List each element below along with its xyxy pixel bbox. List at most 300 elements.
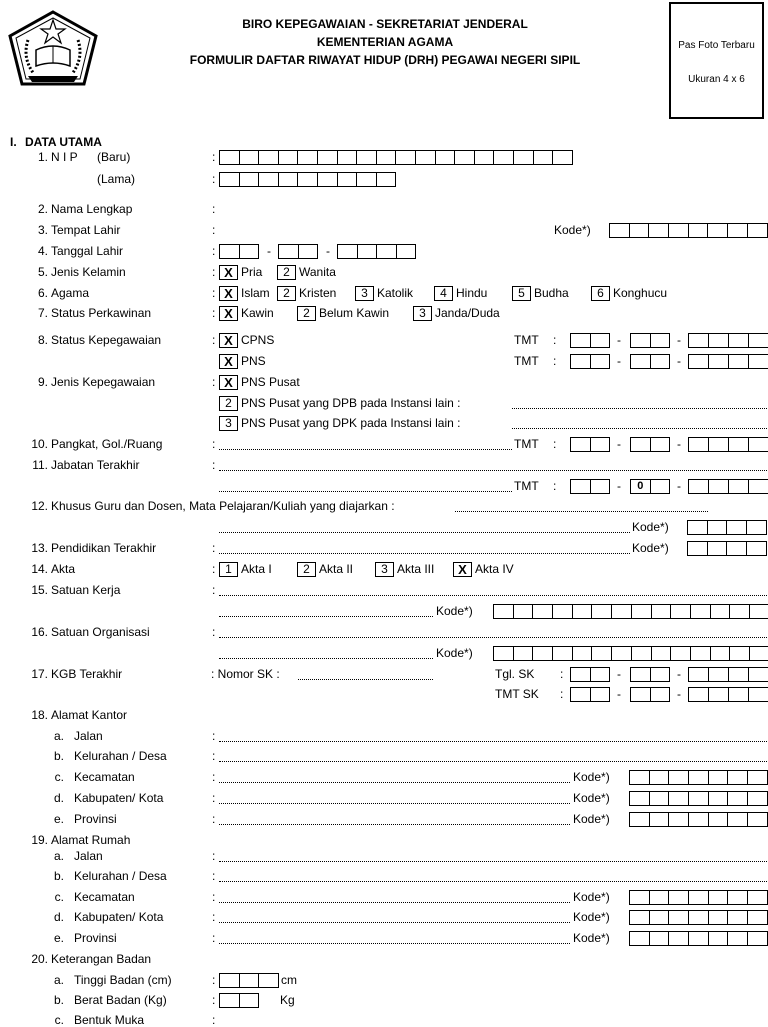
tmt-date-month[interactable] bbox=[630, 333, 670, 348]
input-cell[interactable] bbox=[749, 688, 768, 701]
input-cell[interactable] bbox=[689, 334, 709, 347]
colon: : bbox=[212, 869, 216, 883]
input-cell[interactable] bbox=[748, 792, 767, 805]
status-pns-checkbox[interactable]: X bbox=[219, 354, 238, 369]
agama-option-checkbox[interactable]: X bbox=[219, 286, 238, 301]
input-cell[interactable] bbox=[416, 151, 436, 164]
tmt-date-month[interactable] bbox=[630, 479, 670, 494]
input-cell[interactable] bbox=[571, 355, 591, 368]
input-cell[interactable] bbox=[689, 668, 709, 681]
input-cell[interactable] bbox=[709, 771, 729, 784]
dotted-input-line[interactable] bbox=[219, 761, 767, 762]
input-cell[interactable] bbox=[571, 480, 591, 493]
input-cell[interactable] bbox=[728, 891, 748, 904]
sub-letter: e. bbox=[53, 931, 64, 945]
input-cell[interactable] bbox=[338, 173, 358, 186]
input-cell[interactable] bbox=[729, 480, 749, 493]
sub-letter: d. bbox=[53, 910, 64, 924]
input-cell[interactable] bbox=[630, 932, 650, 945]
kode-input[interactable] bbox=[493, 646, 768, 661]
tmt-sk-day[interactable] bbox=[570, 687, 610, 702]
dotted-input-line[interactable] bbox=[219, 861, 767, 862]
input-cell[interactable] bbox=[747, 542, 766, 555]
input-cell[interactable] bbox=[591, 334, 610, 347]
input-cell[interactable] bbox=[651, 668, 670, 681]
input-cell[interactable] bbox=[669, 911, 689, 924]
input-cell[interactable] bbox=[240, 173, 260, 186]
input-cell[interactable] bbox=[630, 891, 650, 904]
input-cell[interactable] bbox=[652, 647, 672, 660]
input-cell[interactable] bbox=[220, 994, 240, 1007]
dotted-input-line[interactable] bbox=[219, 595, 767, 596]
input-cell[interactable] bbox=[571, 438, 591, 451]
input-cell[interactable] bbox=[708, 542, 728, 555]
input-cell[interactable] bbox=[669, 813, 689, 826]
sub-letter: c. bbox=[54, 770, 64, 784]
input-cell[interactable] bbox=[689, 480, 709, 493]
perkawinan-option-label: Janda/Duda bbox=[435, 306, 500, 320]
status-cpns-checkbox[interactable]: X bbox=[219, 333, 238, 348]
field-label: Alamat Kantor bbox=[51, 708, 128, 722]
input-cell[interactable] bbox=[669, 932, 689, 945]
input-cell[interactable] bbox=[729, 688, 749, 701]
input-cell[interactable] bbox=[220, 245, 240, 258]
input-cell[interactable] bbox=[711, 647, 731, 660]
dash: - bbox=[677, 667, 681, 681]
input-cell[interactable] bbox=[436, 151, 456, 164]
input-cell[interactable] bbox=[730, 647, 750, 660]
input-cell[interactable] bbox=[727, 521, 747, 534]
input-cell[interactable] bbox=[650, 813, 670, 826]
input-cell[interactable] bbox=[377, 245, 397, 258]
input-cell[interactable] bbox=[650, 792, 670, 805]
colon: : bbox=[212, 244, 216, 258]
input-cell[interactable] bbox=[338, 245, 358, 258]
input-cell[interactable] bbox=[728, 224, 748, 237]
perkawinan-option-checkbox[interactable]: 3 bbox=[413, 306, 432, 321]
input-cell[interactable] bbox=[689, 792, 709, 805]
input-cell[interactable] bbox=[749, 438, 768, 451]
agama-option-checkbox[interactable]: 6 bbox=[591, 286, 610, 301]
tmt-date-day[interactable] bbox=[570, 479, 610, 494]
input-cell[interactable] bbox=[708, 521, 728, 534]
input-cell[interactable] bbox=[709, 480, 729, 493]
input-cell[interactable] bbox=[728, 911, 748, 924]
input-cell[interactable] bbox=[691, 605, 711, 618]
sub-label: Kabupaten/ Kota bbox=[74, 910, 164, 924]
tinggi-badan-input[interactable] bbox=[219, 973, 279, 988]
nomor-sk-input[interactable] bbox=[298, 679, 433, 680]
tmt-date-month[interactable] bbox=[630, 437, 670, 452]
field-label: Jabatan Terakhir bbox=[51, 458, 140, 472]
input-cell[interactable] bbox=[729, 668, 749, 681]
input-cell[interactable] bbox=[475, 151, 495, 164]
field-label: Tanggal Lahir bbox=[51, 244, 124, 258]
input-cell[interactable] bbox=[514, 605, 534, 618]
input-cell[interactable] bbox=[631, 668, 651, 681]
input-cell[interactable] bbox=[220, 974, 240, 987]
dash: - bbox=[617, 333, 621, 347]
input-cell[interactable] bbox=[610, 224, 630, 237]
input-cell[interactable] bbox=[689, 438, 709, 451]
kode-input[interactable] bbox=[629, 812, 768, 827]
input-cell[interactable] bbox=[630, 771, 650, 784]
input-cell[interactable] bbox=[630, 224, 650, 237]
agama-option-checkbox[interactable]: 3 bbox=[355, 286, 374, 301]
birth-year[interactable] bbox=[337, 244, 416, 259]
tmt-date-month[interactable] bbox=[630, 354, 670, 369]
input-cell[interactable] bbox=[494, 605, 514, 618]
input-cell[interactable] bbox=[514, 151, 534, 164]
input-cell[interactable] bbox=[612, 647, 632, 660]
input-cell[interactable] bbox=[279, 245, 299, 258]
input-cell[interactable] bbox=[631, 334, 651, 347]
dotted-input-line[interactable] bbox=[512, 428, 767, 429]
section-number: I. bbox=[10, 135, 17, 149]
input-cell[interactable] bbox=[338, 151, 358, 164]
input-cell[interactable] bbox=[591, 355, 610, 368]
input-cell[interactable] bbox=[728, 813, 748, 826]
akta-option-checkbox[interactable]: X bbox=[453, 562, 472, 577]
dash: - bbox=[326, 244, 330, 258]
input-cell[interactable] bbox=[750, 647, 768, 660]
sub-letter: a. bbox=[53, 729, 64, 743]
input-cell[interactable] bbox=[631, 688, 651, 701]
input-cell[interactable] bbox=[709, 438, 729, 451]
input-cell[interactable] bbox=[630, 911, 650, 924]
agama-option-checkbox[interactable]: 5 bbox=[512, 286, 531, 301]
tgl-sk-year[interactable] bbox=[688, 667, 768, 682]
input-cell[interactable] bbox=[691, 647, 711, 660]
dotted-input-line[interactable] bbox=[219, 532, 630, 533]
dotted-input-line[interactable] bbox=[512, 408, 767, 409]
input-cell[interactable] bbox=[689, 813, 709, 826]
agama-option-label: Konghucu bbox=[613, 286, 668, 300]
input-cell[interactable] bbox=[358, 245, 378, 258]
input-cell[interactable] bbox=[494, 647, 514, 660]
dotted-input-line[interactable] bbox=[219, 922, 570, 923]
header-line-3: FORMULIR DAFTAR RIWAYAT HIDUP (DRH) PEGAWAI NEGERI SIPIL bbox=[189, 53, 581, 67]
field-label: Akta bbox=[51, 562, 76, 576]
dash: - bbox=[677, 687, 681, 701]
input-cell[interactable] bbox=[709, 792, 729, 805]
kode-input[interactable] bbox=[629, 770, 768, 785]
dash: - bbox=[617, 687, 621, 701]
tmt-label: TMT bbox=[514, 479, 539, 493]
akta-option-checkbox[interactable]: 1 bbox=[219, 562, 238, 577]
input-cell[interactable] bbox=[553, 647, 573, 660]
input-cell[interactable] bbox=[669, 792, 689, 805]
tmt-sk-month[interactable] bbox=[630, 687, 670, 702]
input-cell[interactable] bbox=[669, 771, 689, 784]
tgl-sk-day[interactable] bbox=[570, 667, 610, 682]
akta-option-checkbox[interactable]: 2 bbox=[297, 562, 316, 577]
kode-input[interactable] bbox=[687, 520, 767, 535]
kode-input[interactable] bbox=[687, 541, 767, 556]
kode-input[interactable] bbox=[629, 791, 768, 806]
field-number: 15. bbox=[31, 583, 48, 597]
nip-baru-input[interactable] bbox=[219, 150, 573, 165]
dotted-input-line[interactable] bbox=[219, 553, 630, 554]
input-cell[interactable] bbox=[591, 688, 610, 701]
input-cell[interactable] bbox=[650, 911, 670, 924]
input-cell[interactable] bbox=[689, 911, 709, 924]
input-cell[interactable] bbox=[630, 813, 650, 826]
input-cell[interactable] bbox=[652, 605, 672, 618]
input-cell[interactable] bbox=[553, 151, 572, 164]
dotted-input-line[interactable] bbox=[219, 943, 570, 944]
input-cell[interactable] bbox=[729, 334, 749, 347]
input-cell[interactable] bbox=[259, 173, 279, 186]
input-cell[interactable] bbox=[730, 605, 750, 618]
input-cell[interactable] bbox=[688, 542, 708, 555]
field-number: 17. bbox=[31, 667, 48, 681]
dotted-input-line[interactable] bbox=[219, 824, 570, 825]
dotted-input-line[interactable] bbox=[219, 658, 433, 659]
colon: : bbox=[212, 849, 216, 863]
input-cell[interactable] bbox=[573, 605, 593, 618]
input-cell[interactable] bbox=[259, 151, 279, 164]
tmt-date-year[interactable] bbox=[688, 437, 768, 452]
input-cell[interactable] bbox=[240, 151, 260, 164]
agama-option-label: Kristen bbox=[299, 286, 337, 300]
colon: : bbox=[212, 791, 216, 805]
input-cell[interactable] bbox=[357, 173, 377, 186]
input-cell[interactable] bbox=[689, 688, 709, 701]
sub-label: Tinggi Badan (cm) bbox=[74, 973, 172, 987]
gender-wanita-checkbox[interactable]: 2 bbox=[277, 265, 296, 280]
input-cell[interactable] bbox=[669, 224, 689, 237]
input-cell[interactable] bbox=[747, 521, 766, 534]
input-cell[interactable] bbox=[669, 891, 689, 904]
tmt-date-day[interactable] bbox=[570, 333, 610, 348]
tmt-date-year[interactable] bbox=[688, 354, 768, 369]
input-cell[interactable] bbox=[649, 224, 669, 237]
input-cell[interactable] bbox=[318, 151, 338, 164]
input-cell[interactable] bbox=[494, 151, 514, 164]
kode-input[interactable] bbox=[629, 910, 768, 925]
input-cell[interactable] bbox=[748, 224, 767, 237]
input-cell[interactable] bbox=[749, 480, 768, 493]
dotted-input-line[interactable] bbox=[219, 803, 570, 804]
input-cell[interactable] bbox=[591, 668, 610, 681]
input-cell[interactable] bbox=[298, 173, 318, 186]
input-cell[interactable] bbox=[748, 911, 767, 924]
field-label: Pendidikan Terakhir bbox=[51, 541, 157, 555]
input-cell[interactable] bbox=[709, 688, 729, 701]
kode-input[interactable] bbox=[493, 604, 768, 619]
input-cell[interactable] bbox=[630, 792, 650, 805]
input-cell[interactable] bbox=[750, 605, 768, 618]
input-cell[interactable] bbox=[591, 438, 610, 451]
field-number: 14. bbox=[31, 562, 48, 576]
tmt-date-day[interactable] bbox=[570, 354, 610, 369]
input-cell[interactable] bbox=[689, 771, 709, 784]
photo-box[interactable] bbox=[669, 2, 764, 119]
input-cell[interactable] bbox=[709, 891, 729, 904]
input-cell[interactable] bbox=[357, 151, 377, 164]
input-cell[interactable] bbox=[534, 151, 554, 164]
input-cell[interactable] bbox=[748, 813, 767, 826]
input-cell[interactable] bbox=[571, 334, 591, 347]
dotted-input-line[interactable] bbox=[219, 449, 512, 450]
input-cell[interactable] bbox=[727, 542, 747, 555]
colon: : bbox=[553, 479, 557, 493]
input-cell[interactable] bbox=[651, 334, 670, 347]
gender-pria-label: Pria bbox=[241, 265, 263, 279]
input-cell[interactable] bbox=[709, 932, 729, 945]
kode-input[interactable] bbox=[629, 931, 768, 946]
input-cell[interactable] bbox=[749, 668, 768, 681]
input-cell[interactable] bbox=[728, 771, 748, 784]
input-cell[interactable] bbox=[711, 605, 731, 618]
nip-lama-label: (Lama) bbox=[97, 172, 136, 186]
input-cell[interactable] bbox=[553, 605, 573, 618]
jenis-dpb-checkbox[interactable]: 2 bbox=[219, 396, 238, 411]
input-cell[interactable] bbox=[299, 245, 318, 258]
input-cell[interactable] bbox=[689, 891, 709, 904]
input-cell[interactable] bbox=[318, 173, 338, 186]
birth-day[interactable] bbox=[219, 244, 259, 259]
input-cell[interactable]: 0 bbox=[631, 480, 651, 493]
tmt-date-year[interactable] bbox=[688, 479, 768, 494]
dotted-input-line[interactable] bbox=[219, 902, 570, 903]
tmt-date-year[interactable] bbox=[688, 333, 768, 348]
input-cell[interactable] bbox=[377, 151, 397, 164]
input-cell[interactable] bbox=[592, 647, 612, 660]
input-cell[interactable] bbox=[631, 438, 651, 451]
input-cell[interactable] bbox=[671, 605, 691, 618]
dotted-input-line[interactable] bbox=[455, 511, 708, 512]
input-cell[interactable] bbox=[748, 891, 767, 904]
input-cell[interactable] bbox=[573, 647, 593, 660]
jenis-pns-pusat-checkbox[interactable]: X bbox=[219, 375, 238, 390]
input-cell[interactable] bbox=[298, 151, 318, 164]
field-label: Jenis Kelamin bbox=[51, 265, 126, 279]
input-cell[interactable] bbox=[709, 334, 729, 347]
akta-option-checkbox[interactable]: 3 bbox=[375, 562, 394, 577]
input-cell[interactable] bbox=[748, 771, 767, 784]
input-cell[interactable] bbox=[688, 521, 708, 534]
field-label: Nama Lengkap bbox=[51, 202, 133, 216]
akta-option-label: Akta I bbox=[241, 562, 272, 576]
akta-option-label: Akta III bbox=[397, 562, 435, 576]
input-cell[interactable] bbox=[377, 173, 396, 186]
kode-input[interactable] bbox=[629, 890, 768, 905]
input-cell[interactable] bbox=[728, 792, 748, 805]
input-cell[interactable] bbox=[729, 438, 749, 451]
kode-label: Kode*) bbox=[573, 791, 610, 805]
dotted-input-line[interactable] bbox=[219, 637, 767, 638]
dash: - bbox=[617, 479, 621, 493]
input-cell[interactable] bbox=[514, 647, 534, 660]
input-cell[interactable] bbox=[631, 355, 651, 368]
input-cell[interactable] bbox=[709, 813, 729, 826]
dotted-input-line[interactable] bbox=[219, 616, 433, 617]
input-cell[interactable] bbox=[240, 245, 259, 258]
input-cell[interactable] bbox=[220, 151, 240, 164]
berat-badan-input[interactable] bbox=[219, 993, 259, 1008]
input-cell[interactable] bbox=[749, 355, 768, 368]
colon: : bbox=[212, 202, 216, 216]
input-cell[interactable] bbox=[749, 334, 768, 347]
input-cell[interactable] bbox=[651, 688, 670, 701]
input-cell[interactable] bbox=[708, 224, 728, 237]
input-cell[interactable] bbox=[397, 245, 416, 258]
input-cell[interactable] bbox=[709, 668, 729, 681]
gender-pria-checkbox[interactable]: X bbox=[219, 265, 238, 280]
dotted-input-line[interactable] bbox=[219, 470, 767, 471]
input-cell[interactable] bbox=[279, 173, 299, 186]
input-cell[interactable] bbox=[689, 355, 709, 368]
input-cell[interactable] bbox=[632, 605, 652, 618]
input-cell[interactable] bbox=[571, 668, 591, 681]
input-cell[interactable] bbox=[671, 647, 691, 660]
input-cell[interactable] bbox=[651, 355, 670, 368]
input-cell[interactable] bbox=[650, 771, 670, 784]
kode-label: Kode*) bbox=[554, 223, 591, 237]
input-cell[interactable] bbox=[689, 224, 709, 237]
perkawinan-option-checkbox[interactable]: 2 bbox=[297, 306, 316, 321]
agama-option-checkbox[interactable]: 4 bbox=[434, 286, 453, 301]
input-cell[interactable] bbox=[533, 647, 553, 660]
input-cell[interactable] bbox=[533, 605, 553, 618]
nip-lama-input[interactable] bbox=[219, 172, 396, 187]
input-cell[interactable] bbox=[748, 932, 767, 945]
dash: - bbox=[677, 354, 681, 368]
input-cell[interactable] bbox=[591, 480, 610, 493]
input-cell[interactable] bbox=[571, 688, 591, 701]
kode-label: Kode*) bbox=[436, 604, 473, 618]
agama-option-checkbox[interactable]: 2 bbox=[277, 286, 296, 301]
input-cell[interactable] bbox=[455, 151, 475, 164]
input-cell[interactable] bbox=[632, 647, 652, 660]
input-cell[interactable] bbox=[279, 151, 299, 164]
input-cell[interactable] bbox=[651, 480, 670, 493]
dotted-input-line[interactable] bbox=[219, 881, 767, 882]
input-cell[interactable] bbox=[592, 605, 612, 618]
tmt-date-day[interactable] bbox=[570, 437, 610, 452]
input-cell[interactable] bbox=[396, 151, 416, 164]
dotted-input-line[interactable] bbox=[219, 782, 570, 783]
dash: - bbox=[677, 437, 681, 451]
birth-month[interactable] bbox=[278, 244, 318, 259]
input-cell[interactable] bbox=[689, 932, 709, 945]
input-cell[interactable] bbox=[728, 932, 748, 945]
input-cell[interactable] bbox=[650, 891, 670, 904]
tmt-sk-year[interactable] bbox=[688, 687, 768, 702]
dotted-input-line[interactable] bbox=[219, 741, 767, 742]
kode-input[interactable] bbox=[609, 223, 768, 238]
input-cell[interactable] bbox=[729, 355, 749, 368]
dash: - bbox=[267, 244, 271, 258]
jenis-dpk-checkbox[interactable]: 3 bbox=[219, 416, 238, 431]
input-cell[interactable] bbox=[612, 605, 632, 618]
dotted-input-line[interactable] bbox=[219, 491, 512, 492]
input-cell[interactable] bbox=[650, 932, 670, 945]
input-cell[interactable] bbox=[259, 974, 278, 987]
header-line-2: KEMENTERIAN AGAMA bbox=[316, 35, 454, 49]
perkawinan-option-checkbox[interactable]: X bbox=[219, 306, 238, 321]
tgl-sk-month[interactable] bbox=[630, 667, 670, 682]
input-cell[interactable] bbox=[240, 994, 259, 1007]
input-cell[interactable] bbox=[240, 974, 260, 987]
input-cell[interactable] bbox=[220, 173, 240, 186]
input-cell[interactable] bbox=[651, 438, 670, 451]
input-cell[interactable] bbox=[709, 355, 729, 368]
input-cell[interactable] bbox=[709, 911, 729, 924]
field-number: 18. bbox=[31, 708, 48, 722]
